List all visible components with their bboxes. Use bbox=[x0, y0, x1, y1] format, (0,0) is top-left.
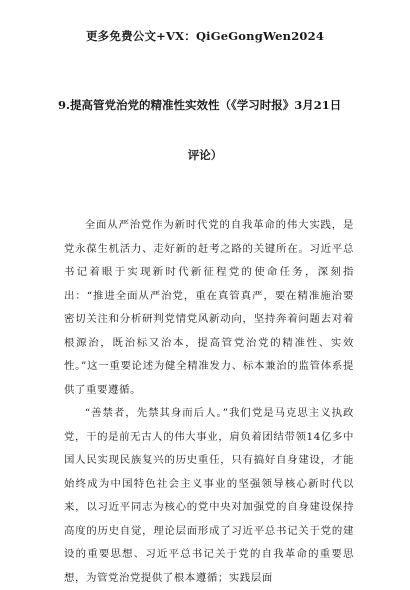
article-body bbox=[64, 214, 354, 590]
article-title-continuation: 评论） bbox=[187, 148, 223, 162]
promo-header: 更多免费公文+VX：QiGeGongWen2024 bbox=[85, 29, 325, 43]
body-paragraph-1: 全面从严治党作为新时代党的自我革命的伟大实践，是党永葆生机活力、走好新的赶考之路的关键所在。习近平总书记着眼于实现新时代新征程党的使命任务，深刻指出：“推进全面从严治党，重在真管真严，要在精准施治要密切关注和分析研判党情党风新动向，坚持奔着问题去对着根源治，既治标又治本，提高管党治党的精准性、实效性。”这一重要论述为健全精准发力、标本兼治的监管体系提供了重要遵循。 bbox=[64, 219, 354, 396]
body-paragraph-2: “善禁者，先禁其身而后人。”我们党是马克思主义执政党，干的是前无古人的伟大事业，肩负着团结带领14亿多中国人民实现民族复兴的历史重任，只有搞好自身建设，才能始终成为中国特色社会主义事业的坚强领导核心新时代以来，以习近平同志为核心的党中央对加强党的自身建设保持高度的历史自觉，理论层面形成了习近平总书记关于党的建设的重要思想、习近平总书记关于党的自我革命的重要思想，为管党治党提供了根本遵循；实践层面 bbox=[64, 407, 354, 584]
article-title: 9.提高管党治党的精准性实效性（《学习时报》3月21日 bbox=[58, 98, 342, 112]
